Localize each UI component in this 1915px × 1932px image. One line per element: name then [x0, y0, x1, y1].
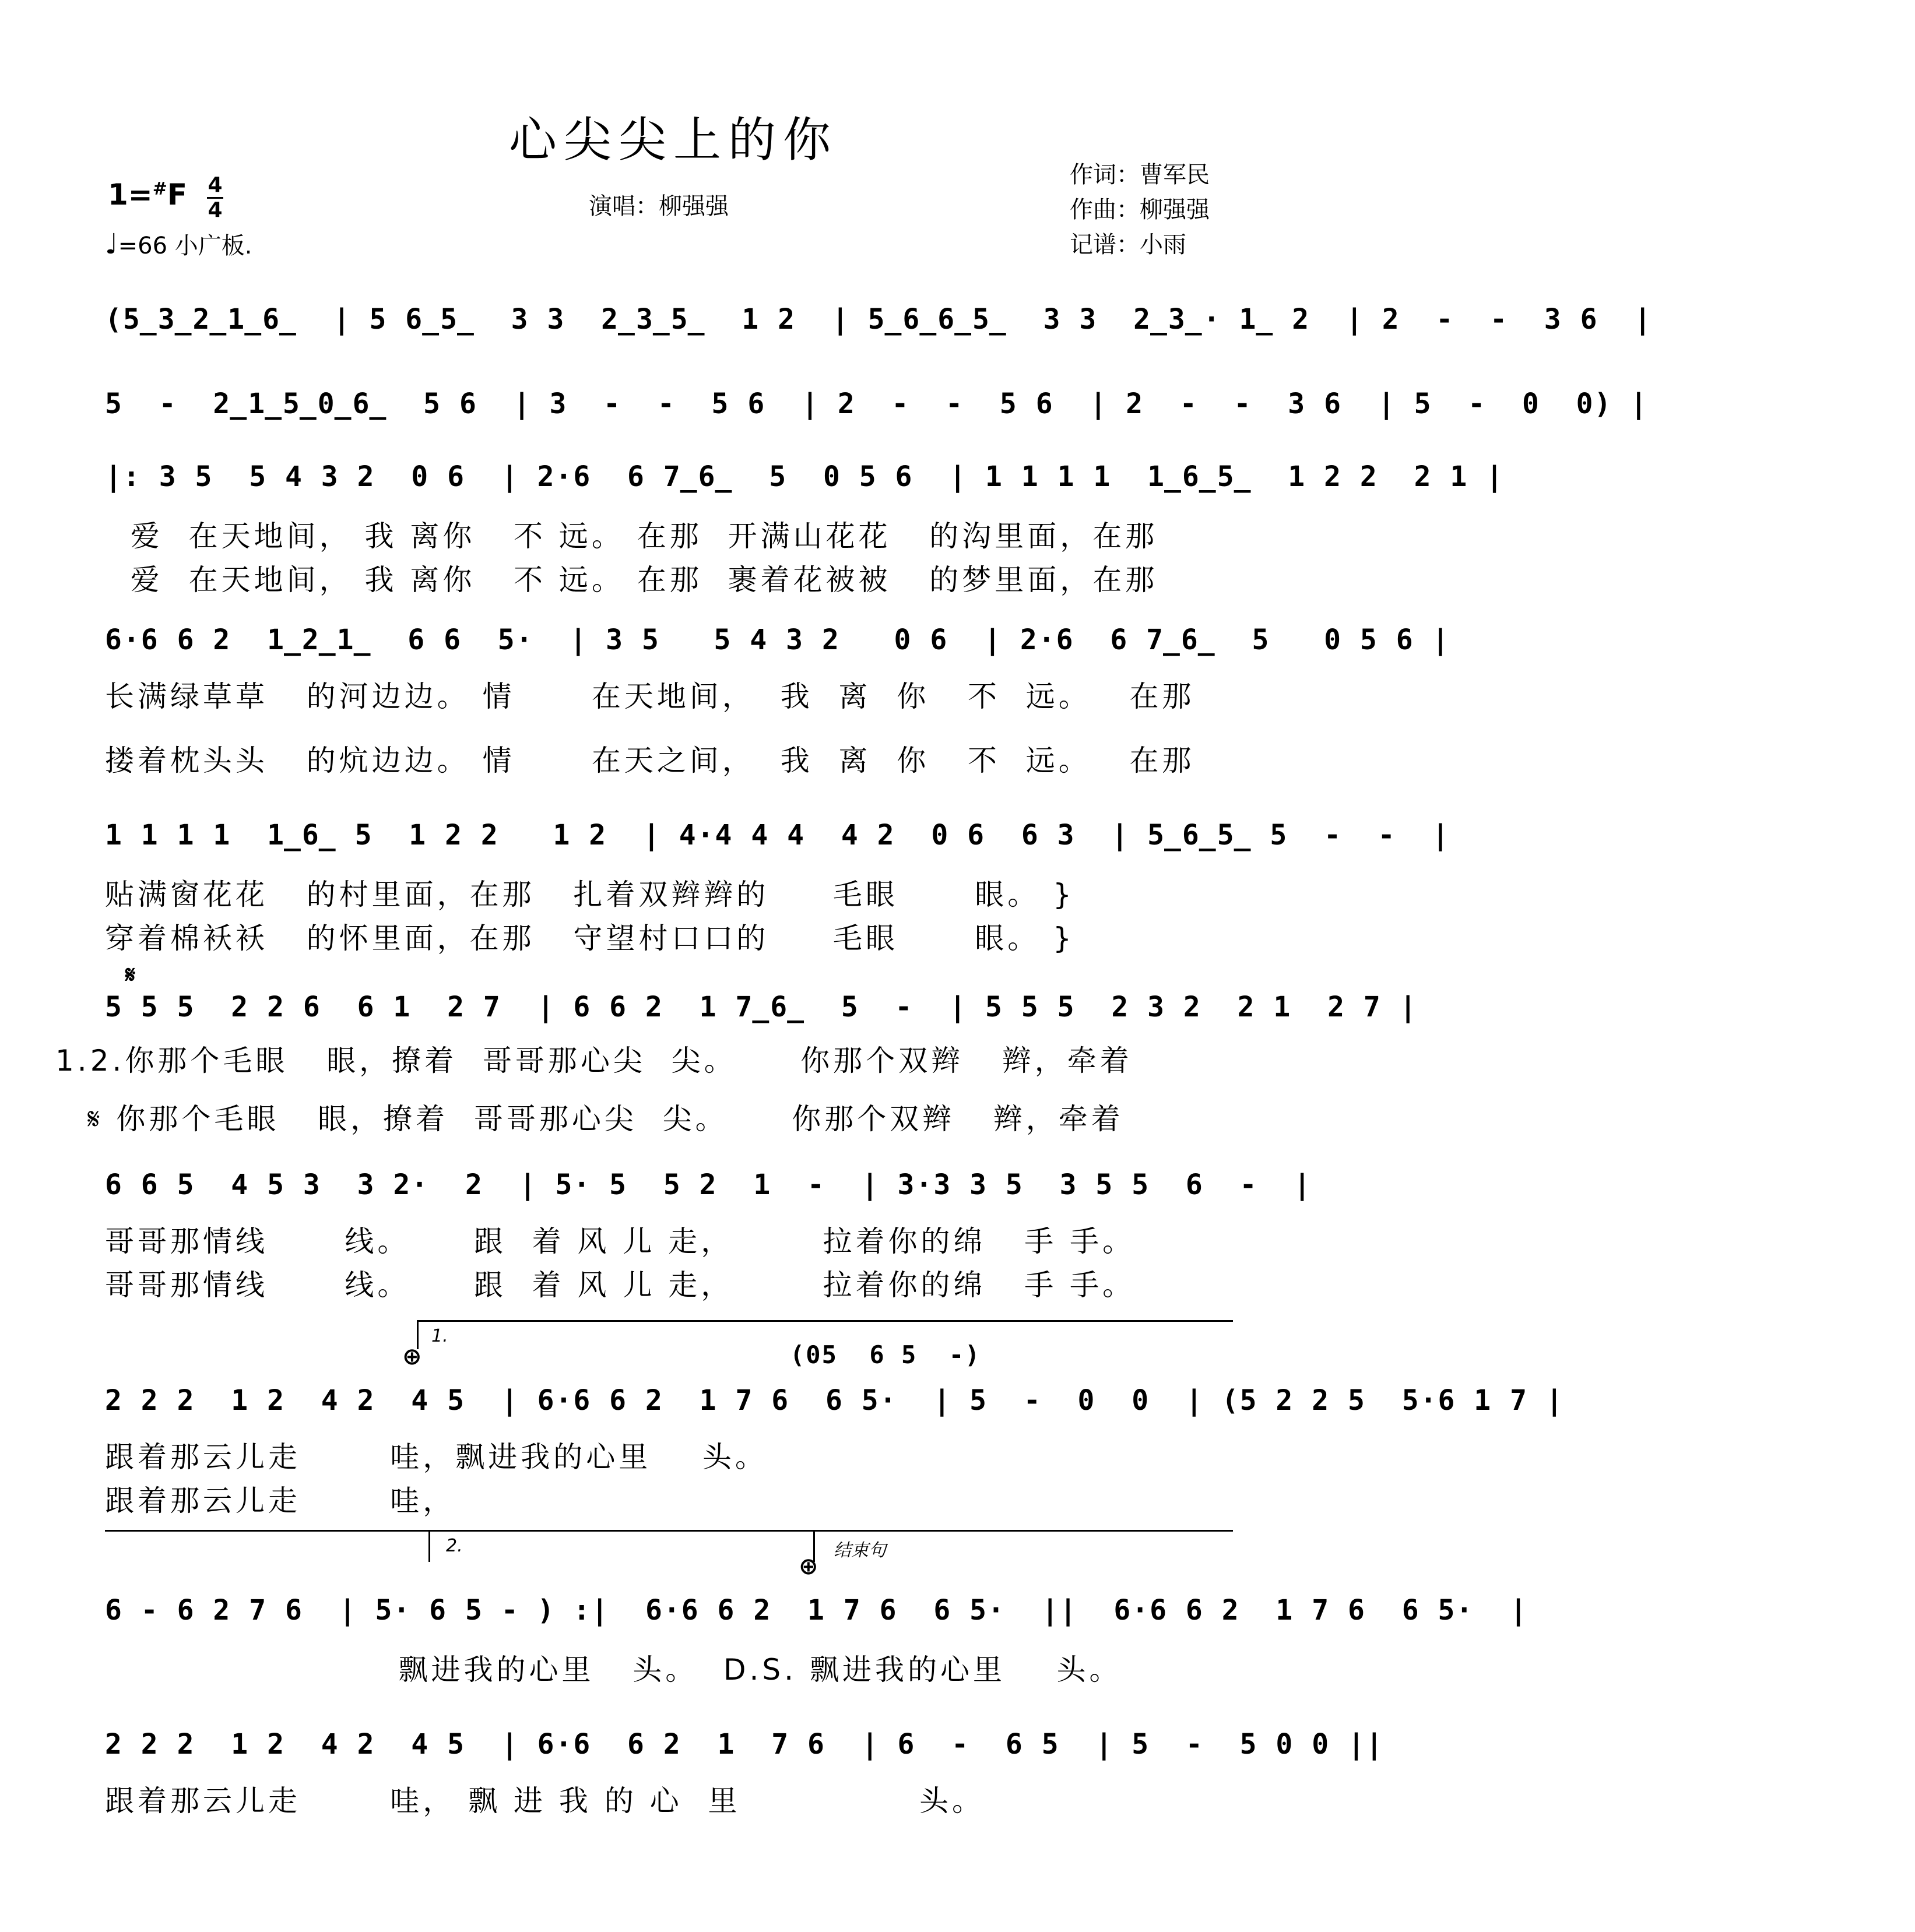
- verse-notes-2: 6·6 6 2 1̲2̲1̲ 6 6 5· | 3 5 5 4 3 2 0 6 | 2·6 6 7̲6̲ 5 0 5 6 |: [105, 624, 1450, 656]
- verse-lyric-1a: 爱 在天地间， 我 离你 不 远。 在那 开满山花花 的沟里面，在那: [105, 519, 1158, 553]
- tempo-value: =66: [118, 233, 168, 259]
- key-prefix: 1=: [108, 178, 153, 212]
- quarter-note-icon: ♩: [105, 228, 118, 261]
- page-title: 心尖尖上的你: [508, 112, 838, 168]
- time-signature: [207, 175, 223, 221]
- segno-icon: 𝄋: [125, 962, 136, 988]
- volta-1-bracket: [417, 1320, 1233, 1322]
- coda-icon: ⊕: [402, 1343, 422, 1370]
- chorus-notes-2: 6 6 5 4 5 3 3 2· 2 | 5· 5 5 2 1 - | 3·3 3 5 3 5 5 6 - |: [105, 1169, 1312, 1201]
- verse-lyric-1b: 爱 在天地间， 我 离你 不 远。 在那 裹着花被被 的梦里面，在那: [105, 563, 1158, 597]
- chorus-lyric-2a: 哥哥那情线 线。 跟 着 风 儿 走， 拉着你的绵 手 手。: [105, 1224, 1136, 1258]
- ending-lyric-1: 飘进我的心里 头。 D.S. 飘进我的心里 头。: [105, 1653, 1122, 1687]
- ending-notes-1: 6 - 6 2 7 6 | 5· 6 5 - ) :| 6·6 6 2 1 7 6 6 5· || 6·6 6 2 1 7 6 6 5· |: [105, 1594, 1528, 1627]
- tempo-word: 小广板.: [174, 233, 252, 259]
- volta-2-label: 2.: [446, 1536, 463, 1556]
- transcriber-credit: 记谱：小雨: [1070, 231, 1186, 258]
- ending-notes-2: 2 2 2 1 2 4 2 4 5 | 6·6 6 2 1 7 6 | 6 - 6 5 | 5 - 5 0 0 ||: [105, 1728, 1384, 1761]
- verse-lyric-3a: 贴满窗花花 的村里面，在那 扎着双辫辫的 毛眼 眼。 }: [105, 878, 1075, 912]
- tempo-marking: [105, 227, 252, 261]
- chorus-notes-3: 2 2 2 1 2 4 2 4 5 | 6·6 6 2 1 7 6 6 5· | 5 - 0 0 | (5 2 2 5 5·6 1 7 |: [105, 1384, 1564, 1417]
- verse-lyric-2a: 长满绿草草 的河边边。 情 在天地间， 我 离 你 不 远。 在那: [105, 680, 1195, 713]
- ending-label: 结束句: [834, 1540, 886, 1561]
- key-note: F: [167, 178, 187, 212]
- key-sharp: #: [152, 178, 167, 199]
- lyricist-credit: 作词：曹军民: [1070, 161, 1210, 188]
- chorus-notes-1: 5 5 5 2 2 6 6 1 2 7 | 6 6 2 1 7̲6̲ 5 - | 5 5 5 2 3 2 2 1 2 7 |: [105, 991, 1418, 1023]
- intro-notes-1: (5̲3̲2̲1̲6̲ | 5 6̲5̲ 3 3 2̲3̲5̲ 1 2 | 5̲6̲6̲5̲ 3 3 2̲3̲· 1̲ 2 | 2 - - 3 6 |: [105, 303, 1653, 336]
- volta-1-label: 1.: [431, 1326, 448, 1346]
- verse-lyric-2b: 搂着枕头头 的炕边边。 情 在天之间， 我 离 你 不 远。 在那: [105, 744, 1195, 777]
- chorus-fill: (05 6 5 -): [790, 1340, 981, 1369]
- chorus-lyric-1b: 𝄋 你那个毛眼 眼，撩着 哥哥那心尖 尖。 你那个双辫 辫，牵着: [87, 1102, 1124, 1136]
- verse-notes-1: |: 3 5 5 4 3 2 0 6 | 2·6 6 7̲6̲ 5 0 5 6 | 1 1 1 1 1̲6̲5̲ 1 2 2 2 1 |: [105, 460, 1505, 493]
- coda-icon-2: ⊕: [799, 1553, 818, 1580]
- volta-2-bracket: [105, 1530, 1233, 1532]
- chorus-lyric-3b: 跟着那云儿走 哇，: [105, 1484, 456, 1518]
- singer-credit: 演唱：柳强强: [589, 193, 729, 220]
- intro-notes-2: 5 - 2̲1̲5̲0̲6̲ 5 6 | 3 - - 5 6 | 2 - - 5 6 | 2 - - 3 6 | 5 - 0 0) |: [105, 388, 1649, 420]
- verse-lyric-3b: 穿着棉袄袄 的怀里面，在那 守望村口口的 毛眼 眼。 }: [105, 921, 1075, 955]
- verse-notes-3: 1 1 1 1 1̲6̲ 5 1 2 2 1 2 | 4·4 4 4 4 2 0 6 6 3 | 5̲6̲5̲ 5 - - |: [105, 819, 1450, 851]
- chorus-lyric-1a: 1.2.你那个毛眼 眼，撩着 哥哥那心尖 尖。 你那个双辫 辫，牵着: [55, 1044, 1133, 1078]
- ending-lyric-2: 跟着那云儿走 哇， 飘 进 我 的 心 里 头。: [105, 1784, 985, 1818]
- chorus-lyric-3a: 跟着那云儿走 哇，飘进我的心里 头。: [105, 1440, 768, 1474]
- volta-2-bracket-left: [428, 1530, 430, 1562]
- time-sig-bottom: 4: [208, 198, 223, 222]
- time-sig-top: 4: [208, 173, 223, 197]
- chorus-lyric-2b: 哥哥那情线 线。 跟 着 风 儿 走， 拉着你的绵 手 手。: [105, 1268, 1136, 1302]
- key-signature: [108, 178, 187, 212]
- credits-block: [1070, 157, 1210, 262]
- composer-credit: 作曲：柳强强: [1070, 196, 1210, 223]
